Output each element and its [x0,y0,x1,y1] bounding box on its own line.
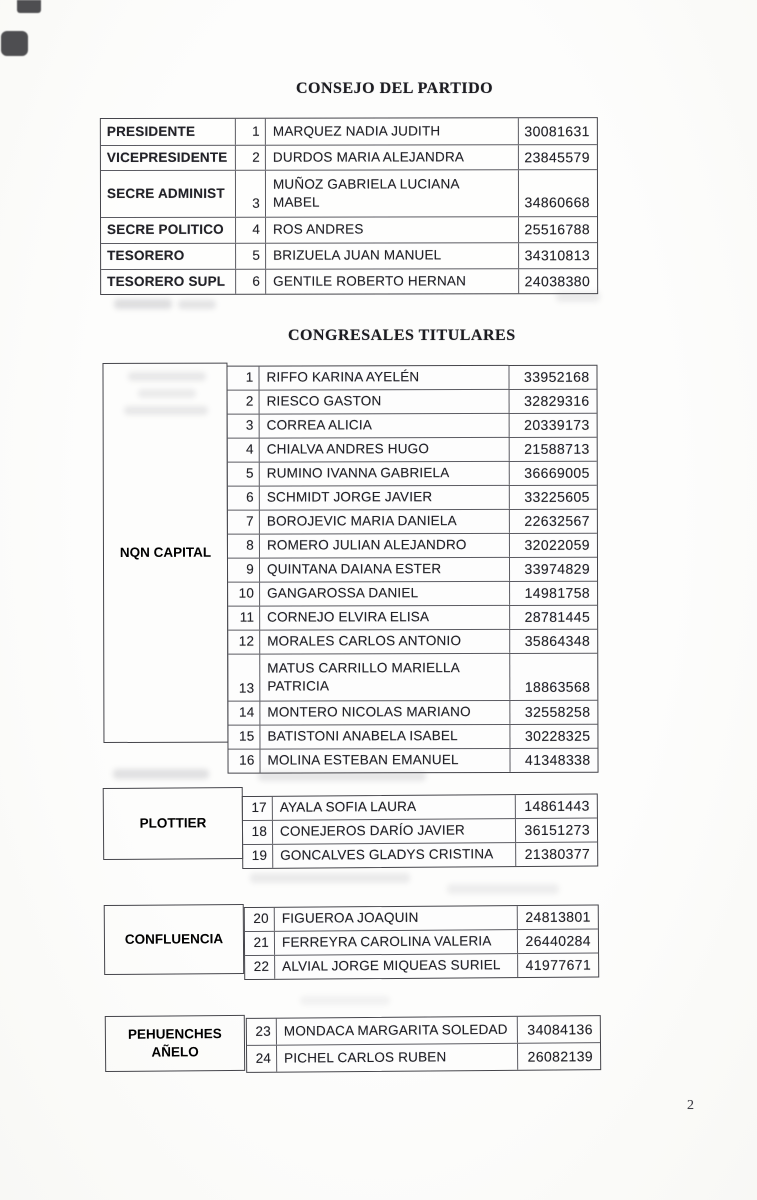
region-label-text: AÑELO [151,1044,199,1060]
cell-name [275,906,518,931]
table-row [227,366,596,391]
cell-name-text: RIESCO GASTON [266,393,382,409]
cell-number-text: 3 [245,417,254,434]
bleed-through-artifact [114,299,172,309]
cell-dni-text: 26440284 [525,932,592,950]
cell-name [260,582,510,606]
cell-name-text: BRIZUELA JUAN MANUEL [273,247,442,264]
cell-number [228,726,260,749]
table-row [243,819,597,845]
cell-position-text: TESORERO [107,248,185,264]
group-pehuenches-anelo [105,1012,605,1078]
section-title-congresales: CONGRESALES TITULARES [288,327,516,344]
cell-position [101,244,236,269]
cell-position-text: TESORERO SUPL [107,273,226,289]
cell-number-text: 13 [238,680,255,696]
cell-number-text: 20 [253,911,269,927]
cell-position [101,218,236,243]
cell-name [260,606,510,630]
cell-name-text: MORALES CARLOS ANTONIO [267,633,462,649]
cell-number [243,845,273,868]
cell-dni-text: 32022059 [524,536,590,553]
group-rows [242,794,599,869]
cell-position [101,119,236,145]
cell-name [260,486,510,510]
cell-dni [509,366,596,389]
cell-number-text: 15 [239,728,255,745]
cell-number-text: 12 [238,633,255,650]
bleed-through-artifact [113,769,209,779]
cell-dni [518,1043,600,1070]
cell-dni-text: 18863568 [524,678,591,696]
cell-dni-text: 21380377 [524,845,591,863]
cell-name [260,725,510,749]
cell-name-text: ROS ANDRES [273,221,364,238]
cell-number-text: 23 [255,1023,271,1039]
cell-name-text: CONEJEROS DARÍO JAVIER [279,822,465,840]
cell-number-text: 5 [252,248,261,264]
cell-name [266,243,519,268]
table-row [101,118,597,146]
cell-position-text: SECRE ADMINIST [106,185,225,201]
cell-name [260,654,510,701]
group-nqn-capital [102,362,603,769]
cell-name-text: CORNEJO ELVIRA ELISA [267,609,430,625]
table-row [247,1016,600,1046]
region-label-box [104,904,244,975]
group-confluencia [104,902,605,987]
group-rows [226,365,598,774]
table-row [243,795,597,821]
cell-number [228,535,260,558]
cell-name [275,930,518,955]
cell-number [243,797,273,820]
cell-number [228,487,260,510]
cell-number [236,171,266,217]
cell-dni [519,217,597,242]
table-row [228,606,597,631]
cell-number-text: 10 [238,585,255,602]
table-row [228,510,597,535]
cell-dni [519,243,597,268]
cell-name [260,510,510,534]
cell-name-text: GONCALVES GLADYS CRISTINA [280,846,494,864]
cell-number [247,1046,277,1072]
cell-number-text: 16 [239,752,255,769]
cell-dni-text: 24813801 [525,908,591,926]
cell-dni-text: 28781445 [524,608,591,625]
cell-dni-text: 36151273 [524,821,591,839]
cell-dni [510,630,597,653]
cell-name [266,170,519,216]
cell-number-text: 8 [246,537,254,554]
table-row [228,558,597,583]
cell-dni-text: 32558258 [524,703,591,720]
cell-name-text: FIGUEROA JOAQUIN [281,910,419,927]
table-row [228,486,597,511]
cell-dni-text: 23845579 [524,148,590,165]
cell-name-text: QUINTANA DAIANA ESTER [266,561,442,577]
cell-dni [516,843,597,867]
cell-number [243,821,273,844]
cell-number-text: 18 [251,824,268,840]
table-row [101,269,597,294]
cell-name-text: ROMERO JULIAN ALEJANDRO [266,537,467,553]
cell-number-text: 5 [246,465,254,482]
cell-name [260,534,510,558]
consejo-table [100,117,598,295]
cell-number [247,1019,277,1045]
cell-number [236,146,266,170]
table-row [245,954,598,979]
cell-number [236,119,266,145]
cell-dni [510,414,597,437]
cell-name [260,462,510,486]
cell-number-text: 14 [238,704,255,721]
cell-dni [510,486,597,509]
cell-name [260,630,510,654]
cell-number [228,583,260,606]
cell-name-text: PATRICIA [267,678,330,694]
cell-dni [510,654,597,700]
cell-dni [510,725,597,748]
cell-name [259,366,509,390]
cell-name-text: SCHMIDT JORGE JAVIER [266,489,433,505]
cell-name [266,217,519,242]
cell-position [101,146,236,170]
table-row [101,170,597,218]
cell-name-text: MATUS CARRILLO MARIELLA [267,659,460,676]
scan-artifact [1,31,28,56]
cell-name [266,118,519,144]
cell-dni-text: 22632567 [524,512,590,529]
table-row [245,906,598,932]
cell-dni-text: 30228325 [524,727,591,744]
region-label-box [103,787,243,860]
cell-number-text: 6 [252,273,261,289]
cell-number [228,607,260,630]
table-row [228,654,597,702]
cell-name [260,558,510,582]
cell-dni-text: 26082139 [527,1047,594,1065]
cell-dni [518,1016,600,1043]
cell-name [260,701,510,725]
cell-name-text: BATISTONI ANABELA ISABEL [267,728,458,744]
region-label-box [105,1015,245,1072]
cell-number [245,932,275,955]
section-title-consejo: CONSEJO DEL PARTIDO [296,80,494,97]
cell-dni [510,606,597,629]
cell-number-text: 6 [246,489,254,506]
table-row [228,390,597,415]
cell-number [245,956,275,979]
cell-name-text: MOLINA ESTEBAN EMANUEL [267,752,459,768]
table-row [101,217,597,244]
cell-number [236,244,266,269]
bleed-through-artifact [178,300,216,309]
cell-number-text: 4 [245,441,254,458]
cell-dni [519,145,597,169]
cell-name-text: BOROJEVIC MARIA DANIELA [266,513,457,529]
cell-dni [519,269,597,293]
group-rows [246,1015,601,1073]
cell-number [228,750,260,773]
cell-name [277,1044,518,1072]
cell-name [260,438,510,462]
region-label-text: PLOTTIER [139,815,207,831]
cell-number-text: 21 [253,935,270,951]
table-row [228,582,597,607]
cell-name-text: CHIALVA ANDRES HUGO [266,441,430,457]
cell-number [228,439,260,462]
cell-number [236,218,266,243]
cell-number-text: 1 [252,123,260,139]
table-row [101,243,597,270]
cell-dni-text: 25516788 [524,221,591,238]
cell-name [266,269,519,293]
table-row [245,930,598,956]
cell-dni-text: 35864348 [524,632,591,649]
cell-dni-text: 14861443 [524,797,590,815]
cell-position-text: VICEPRESIDENTE [106,149,228,165]
cell-dni-text: 30081631 [524,122,590,139]
page-number: 2 [687,1098,694,1113]
cell-dni [519,170,597,216]
cell-name-text: MUÑOZ GABRIELA LUCIANA [272,176,460,192]
cell-name-text: RIFFO KARINA AYELÉN [266,369,420,385]
cell-name [275,954,518,979]
cell-number-text: 22 [253,959,270,975]
cell-dni [510,390,597,413]
region-label-box [102,363,228,743]
cell-dni [510,510,597,533]
table-row [228,749,597,773]
cell-number [228,391,260,414]
table-row [228,462,597,487]
cell-dni [518,906,598,930]
cell-name [277,1017,518,1045]
cell-name [273,795,516,820]
cell-dni-text: 33974829 [524,560,591,577]
cell-dni [516,795,597,819]
cell-dni-text: 14981758 [524,584,591,601]
cell-dni-text: 41977671 [525,956,592,974]
cell-dni-text: 34310813 [524,247,591,264]
cell-number-text: 2 [245,393,254,410]
cell-dni [510,462,597,485]
cell-name-text: GENTILE ROBERTO HERNAN [273,273,467,289]
cell-name-text: FERREYRA CAROLINA VALERIA [281,933,492,951]
table-row [228,701,597,726]
cell-name [273,819,516,844]
cell-name-text: ALVIAL JORGE MIQUEAS SURIEL [282,957,501,975]
cell-number-text: 9 [246,561,255,578]
cell-name-text: MONDACA MARGARITA SOLEDAD [283,1021,508,1039]
table-row [101,145,597,171]
bleed-through-artifact [447,884,559,894]
table-row [228,438,597,463]
cell-number [245,908,275,931]
cell-dni [518,930,598,954]
cell-name-text: GANGAROSSA DANIEL [267,585,419,601]
cell-dni [510,438,597,461]
cell-number-text: 7 [246,513,254,530]
cell-dni [510,701,597,724]
cell-number-text: 4 [252,222,261,238]
cell-number-text: 1 [245,369,254,386]
cell-name-text: PICHEL CARLOS RUBEN [284,1049,447,1066]
cell-dni-text: 33952168 [523,368,590,385]
cell-dni-text: 21588713 [524,440,590,457]
cell-name-text: MABEL [272,194,320,210]
cell-name [260,414,510,438]
cell-number-text: 2 [252,149,260,165]
cell-position-text: PRESIDENTE [106,123,196,139]
cell-dni [510,582,597,605]
table-row [228,725,597,750]
cell-name [266,145,519,169]
cell-number-text: 3 [252,195,261,211]
table-row [247,1043,600,1072]
cell-number [228,702,260,725]
region-label-text: PEHUENCHES [127,1026,222,1043]
table-row [243,843,597,868]
cell-dni [519,118,597,144]
cell-dni [510,534,597,557]
cell-number [228,631,260,654]
cell-name [260,749,510,773]
cell-name-text: DURDOS MARIA ALEJANDRA [272,149,465,165]
cell-number [228,655,260,701]
cell-name-text: CORREA ALICIA [266,417,373,433]
cell-number-text: 17 [251,800,267,816]
group-rows [244,905,600,980]
cell-name-text: RUMINO IVANNA GABRIELA [266,465,450,481]
cell-name-text: MONTERO NICOLAS MARIANO [267,704,471,720]
cell-dni-text: 34084136 [527,1020,593,1038]
cell-dni-text: 33225605 [524,488,590,505]
table-row [228,534,597,559]
region-label-text: CONFLUENCIA [124,931,224,948]
cell-number [228,463,260,486]
cell-number-text: 11 [239,609,255,626]
cell-dni-text: 24038380 [524,272,591,289]
cell-number-text: 19 [251,848,268,864]
cell-number [228,415,260,438]
bleed-through-artifact [250,873,410,883]
scan-artifact [17,0,41,13]
cell-dni-text: 36669005 [524,464,590,481]
cell-number-text: 24 [255,1050,272,1066]
cell-dni-text: 20339173 [524,416,590,433]
cell-dni [510,749,597,772]
cell-number [228,511,260,534]
cell-dni-text: 32829316 [524,392,590,409]
cell-position [101,171,236,217]
cell-dni-text: 34860668 [524,194,591,211]
cell-dni [518,954,598,978]
bleed-through-artifact [300,996,390,1005]
cell-name-text: AYALA SOFIA LAURA [279,799,417,816]
table-row [228,630,597,655]
cell-dni [510,558,597,581]
group-plottier [103,785,604,873]
table-row [228,414,597,439]
cell-position-text: SECRE POLITICO [107,222,224,238]
cell-dni [516,819,597,843]
cell-dni-text: 41348338 [524,751,591,768]
cell-name [260,390,510,414]
cell-number [227,367,259,390]
cell-position [101,270,236,294]
cell-number [236,270,266,294]
cell-number [228,559,260,582]
region-label-text: NQN CAPITAL [119,544,212,561]
cell-name-text: MARQUEZ NADIA JUDITH [272,123,441,139]
cell-name [273,843,516,868]
